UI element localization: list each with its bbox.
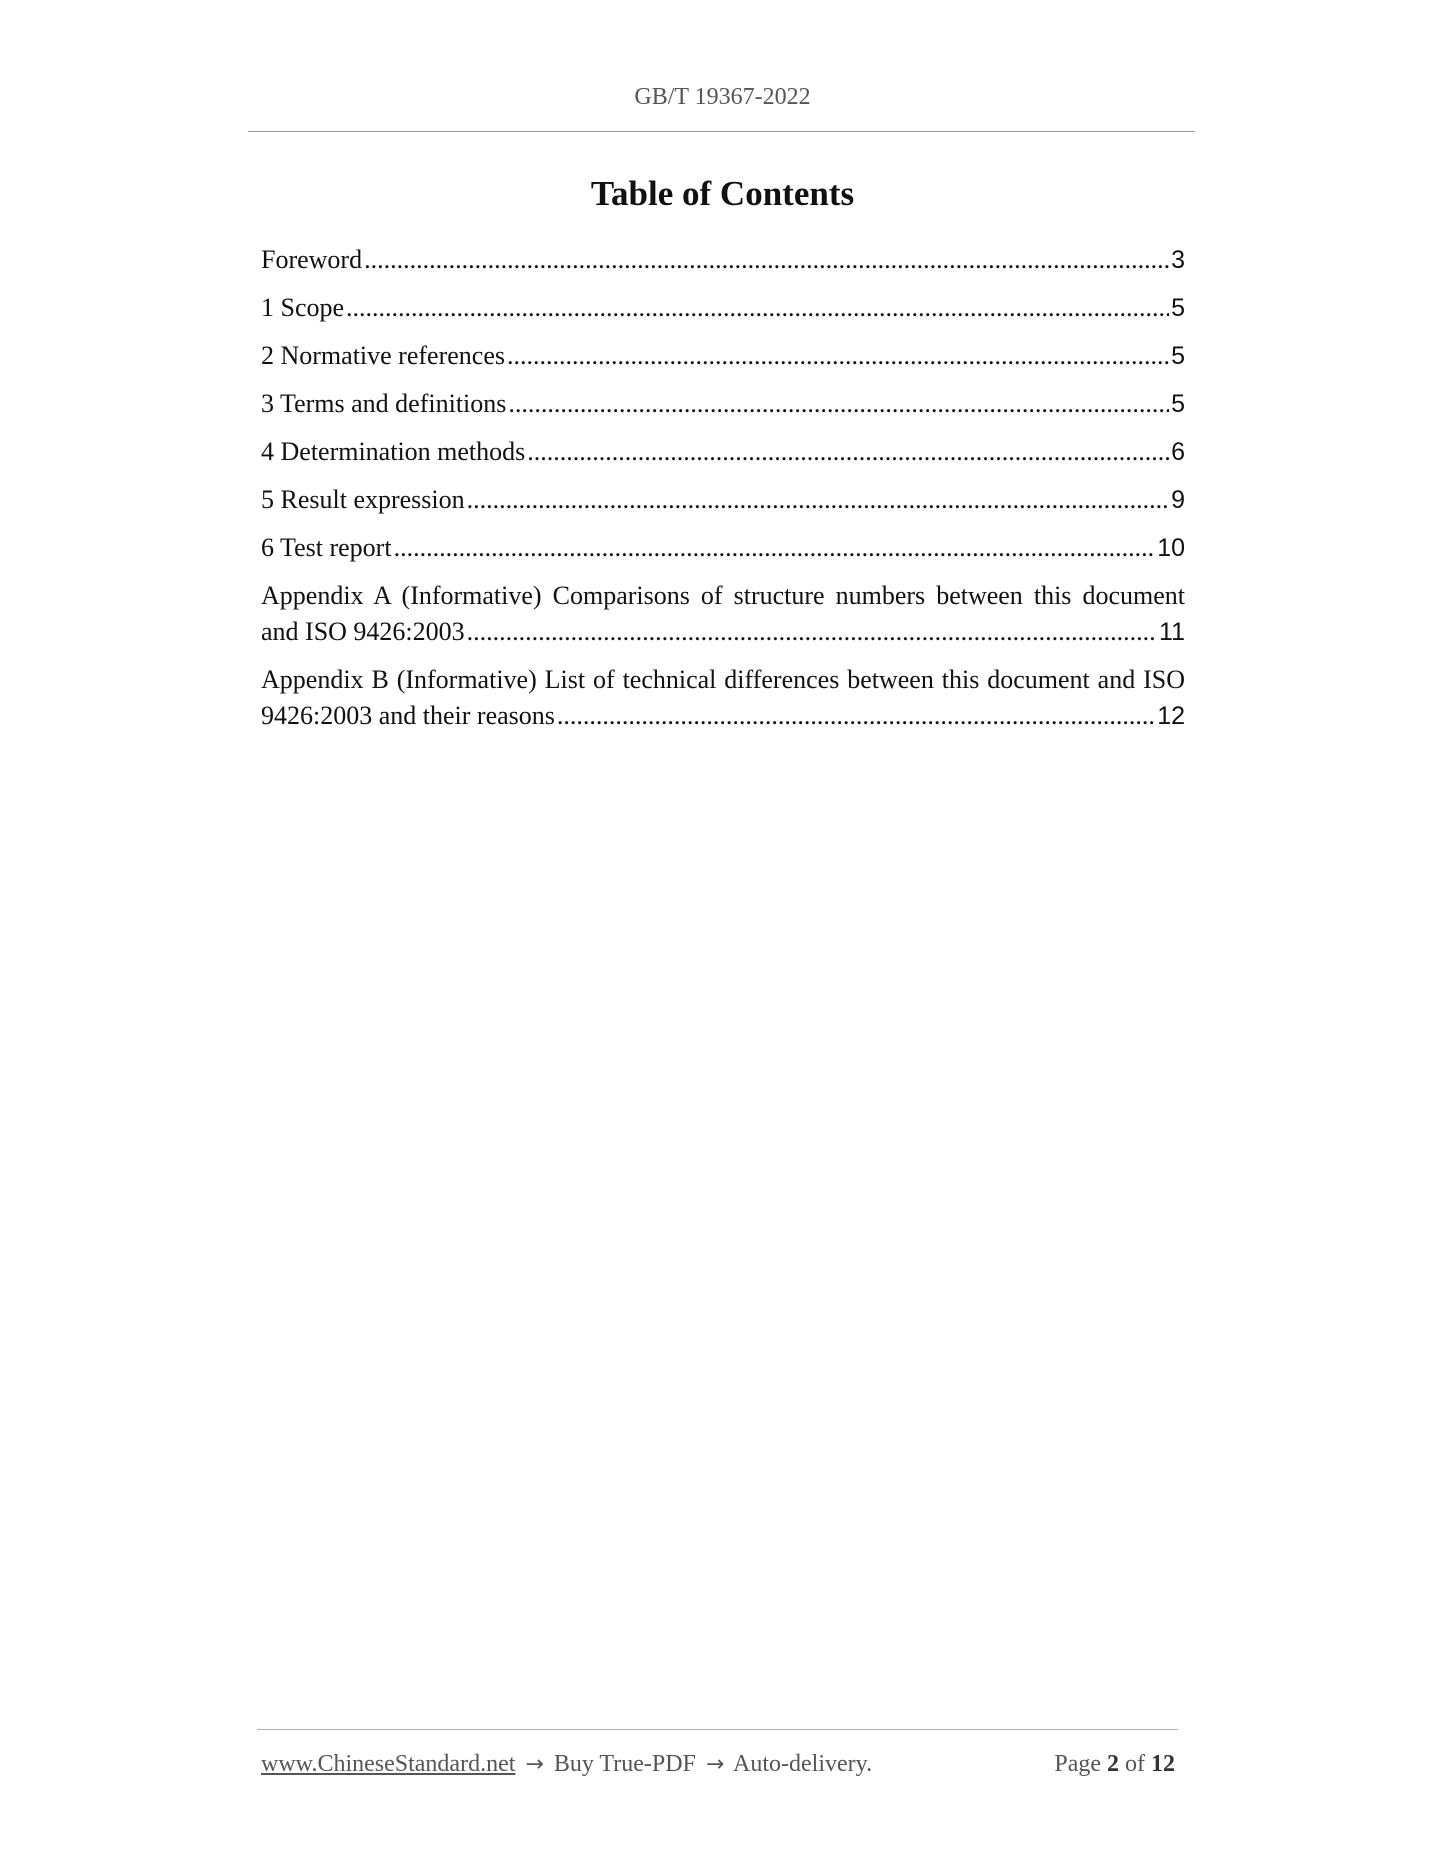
document-code-header: GB/T 19367-2022 bbox=[634, 84, 811, 110]
current-page-number: 2 bbox=[1107, 1751, 1119, 1777]
header-divider bbox=[248, 131, 1195, 132]
toc-entry-page: 5 bbox=[1171, 390, 1185, 418]
toc-entry-page: 6 bbox=[1171, 438, 1185, 466]
toc-entry-title: 2 Normative references bbox=[261, 341, 505, 370]
dot-leader bbox=[394, 530, 1156, 566]
toc-entry-normative-references[interactable] bbox=[261, 338, 1185, 374]
toc-entry-page: 11 bbox=[1159, 618, 1185, 646]
toc-title: Table of Contents bbox=[590, 174, 855, 213]
toc-entry-title-line2: and ISO 9426:2003 bbox=[261, 617, 465, 646]
toc-entry-appendix-b[interactable] bbox=[261, 662, 1185, 734]
toc-entry-title: 5 Result expression bbox=[261, 485, 465, 514]
footer-divider bbox=[257, 1729, 1178, 1730]
dot-leader bbox=[557, 698, 1155, 734]
dot-leader bbox=[508, 386, 1169, 422]
buy-true-pdf-text: Buy True-PDF bbox=[553, 1751, 696, 1777]
of-label: of bbox=[1125, 1751, 1145, 1777]
dot-leader bbox=[507, 338, 1169, 374]
toc-entry-page: 9 bbox=[1171, 486, 1185, 514]
arrow-right-icon: → bbox=[525, 1752, 544, 1777]
toc-entry-page: 5 bbox=[1171, 342, 1185, 370]
arrow-right-icon: → bbox=[705, 1752, 725, 1777]
toc-entry-page: 12 bbox=[1157, 702, 1185, 730]
toc-entry-title: 6 Test report bbox=[261, 533, 392, 562]
toc-entry-title-line2: 9426:2003 and their reasons bbox=[261, 701, 555, 730]
toc-entry-determination-methods[interactable] bbox=[261, 434, 1185, 470]
toc-entry-title: Foreword bbox=[261, 245, 363, 274]
page-label: Page bbox=[1054, 1751, 1101, 1777]
toc-entry-scope[interactable] bbox=[261, 290, 1185, 326]
page-indicator bbox=[1054, 1751, 1175, 1778]
toc-entry-page: 5 bbox=[1171, 294, 1185, 322]
toc-entry-foreword[interactable] bbox=[261, 242, 1185, 278]
toc-entry-title-line1: Appendix B (Informative) List of technical differences between this document and ISO bbox=[261, 665, 1185, 694]
toc-entry-title-line1: Appendix A (Informative) Comparisons of structure numbers between this document bbox=[261, 581, 1185, 610]
toc-entry-title: 1 Scope bbox=[261, 293, 345, 322]
dot-leader bbox=[346, 290, 1169, 326]
toc-entry-page: 3 bbox=[1171, 246, 1185, 274]
dot-leader bbox=[467, 482, 1169, 518]
toc-entry-title: 3 Terms and definitions bbox=[261, 389, 507, 418]
toc-entry-test-report[interactable] bbox=[261, 530, 1185, 566]
toc-entry-title: 4 Determination methods bbox=[261, 437, 526, 466]
table-of-contents bbox=[261, 242, 1185, 746]
toc-entry-result-expression[interactable] bbox=[261, 482, 1185, 518]
footer-promo bbox=[261, 1751, 872, 1778]
dot-leader bbox=[364, 242, 1169, 278]
toc-entry-page: 10 bbox=[1157, 534, 1185, 562]
dot-leader bbox=[527, 434, 1169, 470]
total-page-count: 12 bbox=[1151, 1751, 1175, 1777]
dot-leader bbox=[467, 614, 1157, 650]
toc-entry-appendix-a[interactable] bbox=[261, 578, 1185, 650]
website-link[interactable]: www.ChineseStandard.net bbox=[261, 1751, 516, 1777]
toc-entry-terms-and-definitions[interactable] bbox=[261, 386, 1185, 422]
auto-delivery-text: Auto-delivery. bbox=[733, 1751, 873, 1777]
